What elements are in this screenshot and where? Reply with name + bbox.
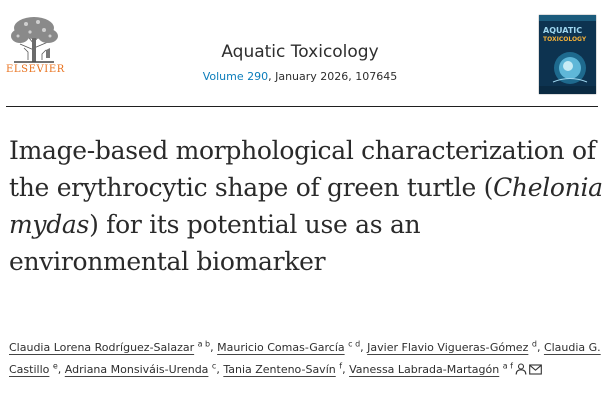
author-item[interactable]: Claudia Lorena Rodríguez-Salazar $^{a b}$: [9, 339, 211, 354]
article-title: [9, 132, 604, 280]
author-item[interactable]: Javier Flavio Vigueras-Gómez $^d$: [367, 339, 537, 354]
author-affiliation[interactable]: c d: [348, 339, 361, 349]
publisher-name: ELSEVIER: [6, 64, 65, 75]
author-affiliation[interactable]: a b: [197, 339, 211, 349]
author-affiliation[interactable]: f: [339, 361, 343, 371]
author-item[interactable]: Adriana Monsiváis-Urenda $^c$: [64, 361, 217, 376]
issue-info: , January 2026, 107645: [268, 70, 398, 83]
header-divider: [6, 106, 598, 107]
journal-info: [150, 42, 450, 83]
article-header: [0, 0, 608, 106]
title-text: Image-based morphological characterization of the erythrocytic shape of green turtle (: [9, 136, 596, 202]
author-list: Claudia Lorena Rodríguez-Salazar $^{a b}$, Mauricio Comas-García $^{c d}$, Javier Flavio Vigueras-Gómez $^d$, Claudia G. Castillo $^e$, Adriana Monsiváis-Urenda $^c$, Tania Zenteno-Savín $^f$, Vanessa Labrada-Martagón $^{a f}$: [9, 339, 601, 376]
author-affiliation[interactable]: c: [211, 361, 217, 371]
journal-title[interactable]: Aquatic Toxicology: [221, 42, 379, 62]
author-item[interactable]: Mauricio Comas-García $^{c d}$: [217, 339, 361, 354]
elsevier-tree-icon: [6, 14, 62, 64]
author-item[interactable]: Claudia G. Castillo $^e$: [9, 341, 601, 376]
author-item[interactable]: Vanessa Labrada-Martagón $^{a f}$: [349, 363, 542, 376]
author-affiliation[interactable]: d: [531, 339, 537, 349]
person-icon[interactable]: [515, 363, 527, 375]
journal-meta: [150, 70, 450, 83]
title-text-end: ) for its potential use as an environmental biomarker: [9, 210, 421, 276]
elsevier-logo[interactable]: [6, 14, 65, 78]
journal-cover[interactable]: [539, 15, 596, 94]
author-affiliation[interactable]: a f: [502, 361, 513, 371]
cover-subtitle: TOXICOLOGY: [543, 36, 587, 43]
author-item[interactable]: Tania Zenteno-Savín $^f$: [223, 361, 343, 376]
cover-title: AQUATIC: [543, 26, 583, 35]
author-affiliation[interactable]: e: [52, 361, 58, 371]
title-species: Chelonia mydas: [9, 173, 603, 239]
envelope-icon[interactable]: [529, 364, 542, 375]
volume-link[interactable]: Volume 290: [202, 70, 269, 83]
